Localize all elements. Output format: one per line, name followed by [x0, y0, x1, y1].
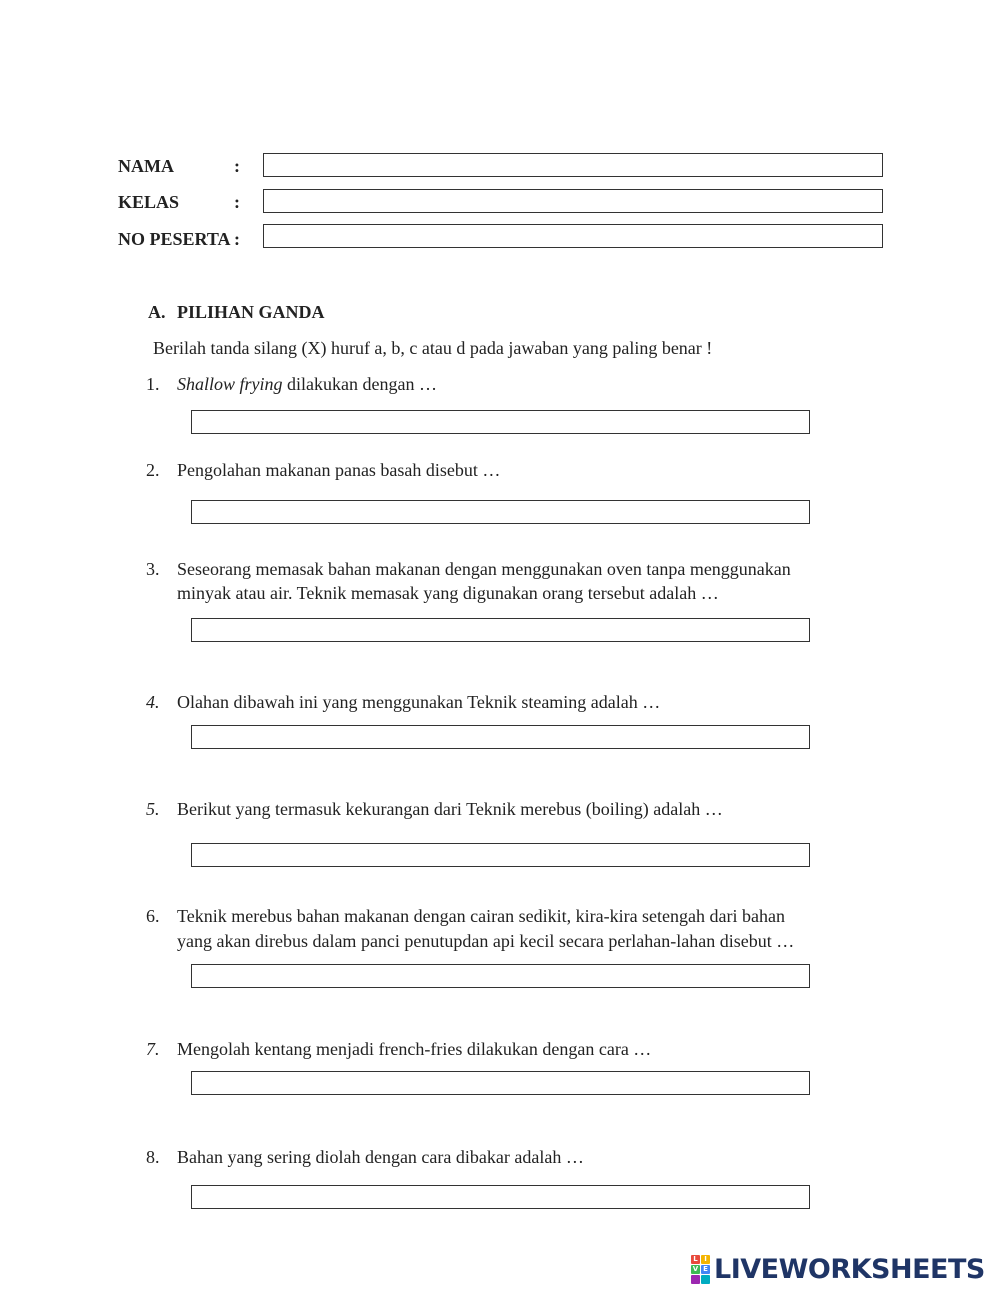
question-8-text: Bahan yang sering diolah dengan cara dibakar adalah … — [177, 1147, 584, 1167]
answer-2-input[interactable] — [191, 500, 810, 524]
answer-8-input[interactable] — [191, 1185, 810, 1209]
participant-number-label: NO PESERTA : — [118, 229, 241, 249]
question-6-line-1: Teknik merebus bahan makanan dengan cairan sedikit, kira-kira setengah dari bahan — [177, 906, 785, 926]
question-4-text: Olahan dibawah ini yang menggunakan Teknik steaming adalah … — [177, 692, 661, 712]
logo-mark-letter-e: E — [701, 1265, 710, 1274]
class-input[interactable] — [263, 189, 883, 213]
question-3-number: 3. — [146, 559, 160, 579]
question-5-number: 5. — [146, 799, 160, 819]
answer-1-input[interactable] — [191, 410, 810, 434]
question-1-text — [177, 372, 437, 397]
instruction-text: Berilah tanda silang (X) huruf a, b, c atau d pada jawaban yang paling benar ! — [153, 338, 713, 358]
name-label: NAMA — [118, 156, 174, 176]
liveworksheets-logo — [691, 1254, 985, 1284]
question-6-line-2: yang akan direbus dalam panci penutupdan api kecil secara perlahan-lahan disebut … — [177, 931, 795, 951]
answer-7-input[interactable] — [191, 1071, 810, 1095]
logo-mark-letter-i: I — [701, 1255, 710, 1264]
class-colon: : — [234, 192, 240, 212]
name-input[interactable] — [263, 153, 883, 177]
question-5-text: Berikut yang termasuk kekurangan dari Teknik merebus (boiling) adalah … — [177, 799, 723, 819]
question-1-number: 1. — [146, 374, 160, 394]
answer-5-input[interactable] — [191, 843, 810, 867]
question-6-number: 6. — [146, 906, 160, 926]
answer-6-input[interactable] — [191, 964, 810, 988]
logo-mark-block — [701, 1275, 710, 1284]
participant-number-input[interactable] — [263, 224, 883, 248]
logo-mark-icon — [691, 1255, 710, 1284]
question-7-number: 7. — [146, 1039, 160, 1059]
question-7-text: Mengolah kentang menjadi french-fries dilakukan dengan cara … — [177, 1039, 652, 1059]
name-colon: : — [234, 156, 240, 176]
section-letter: A. — [148, 302, 166, 322]
question-3-line-1: Seseorang memasak bahan makanan dengan menggunakan oven tanpa menggunakan — [177, 559, 791, 579]
question-8-number: 8. — [146, 1147, 160, 1167]
question-3-line-2: minyak atau air. Teknik memasak yang digunakan orang tersebut adalah … — [177, 583, 719, 603]
question-2-text: Pengolahan makanan panas basah disebut … — [177, 460, 501, 480]
logo-mark-letter-v: V — [692, 1264, 699, 1273]
question-2-number: 2. — [146, 460, 160, 480]
answer-4-input[interactable] — [191, 725, 810, 749]
question-4-number: 4. — [146, 692, 160, 712]
class-label: KELAS — [118, 192, 180, 212]
answer-3-input[interactable] — [191, 618, 810, 642]
section-title: PILIHAN GANDA — [177, 302, 325, 322]
logo-mark-block — [691, 1275, 700, 1284]
question-1-italic: Shallow frying — [177, 374, 283, 394]
logo-text: LIVEWORKSHEETS — [714, 1253, 985, 1285]
question-1-rest: dilakukan dengan … — [282, 374, 437, 394]
logo-mark-letter-l: L — [691, 1255, 700, 1264]
